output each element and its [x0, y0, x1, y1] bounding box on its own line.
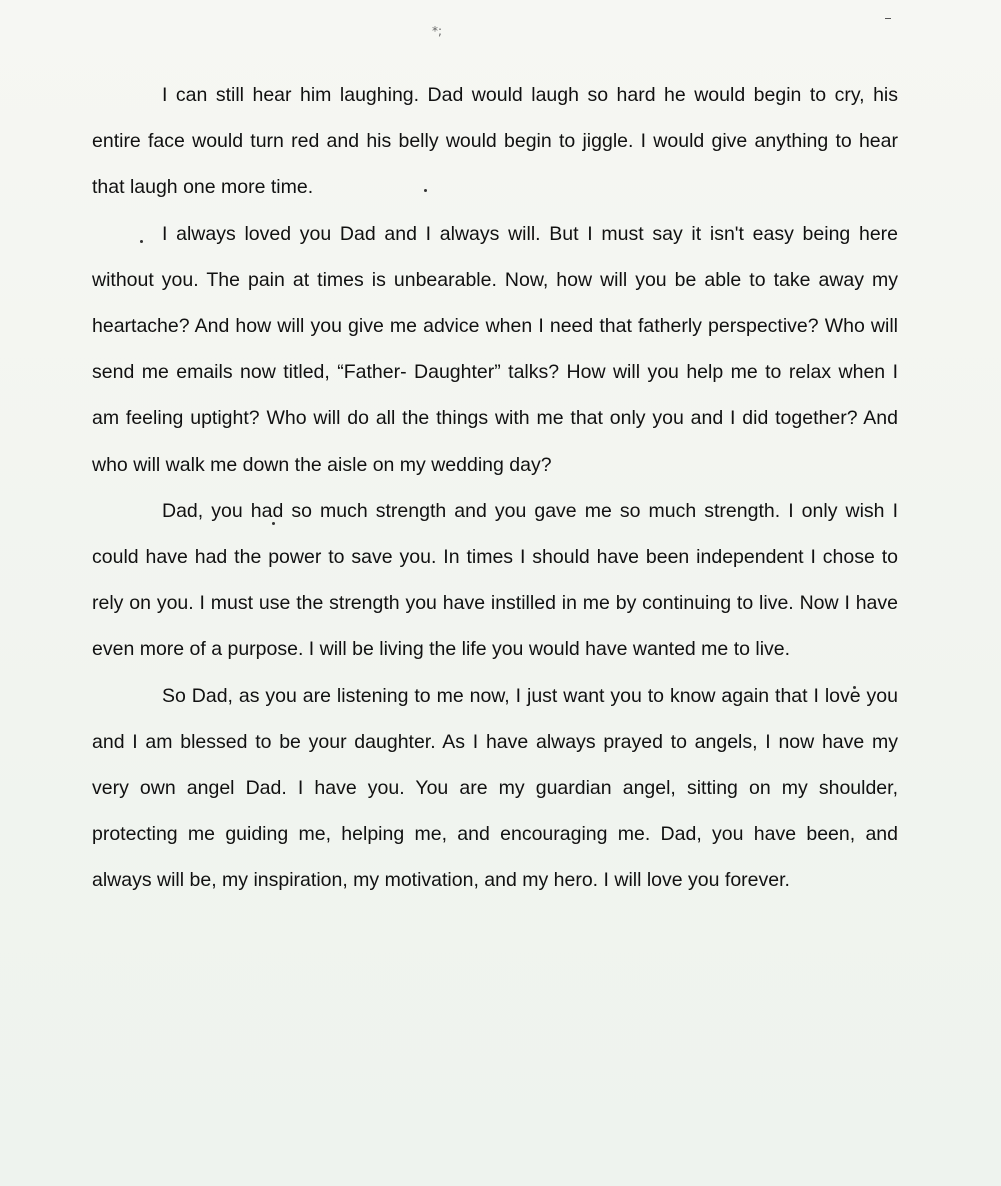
paragraph-loved-you: I always loved you Dad and I always will. But I must say it isn't easy being here without you. The pain at times is unbearable. Now, how will you be able to take away my heartache? And how will you give me advice when I need that fatherly perspective? Who will send me emails now titled, “Father- Daughter” talks? How will you help me to relax when I am feeling uptight? Who will do all the things with me that only you and I did together? And who will walk me down the aisle on my wedding day?	[92, 222, 898, 476]
paragraph-strength: Dad, you had so much strength and you gave me so much strength. I only wish I could have had the power to save you. In times I should have been independent I chose to rely on you. I must use the strength you have instilled in me by continuing to live. Now I have even more of a purpose. I will be living the life you would have wanted me to live.	[92, 499, 898, 661]
corner-mark	[885, 18, 891, 19]
letter-body	[92, 72, 898, 904]
page-mark: *;	[432, 24, 443, 38]
paragraph-guardian-angel: So Dad, as you are listening to me now, I just want you to know again that I love you and I am blessed to be your daughter. As I have always prayed to angels, I now have my very own angel Dad. I have you. You are my guardian angel, sitting on my shoulder, protecting me guiding me, helping me, and encouraging me. Dad, you have been, and always will be, my inspiration, my motivation, and my hero. I will love you forever.	[92, 684, 898, 892]
paragraph-laughing: I can still hear him laughing. Dad would laugh so hard he would begin to cry, his entire face would turn red and his belly would begin to jiggle. I would give anything to hear that laugh one more time.	[92, 84, 898, 199]
